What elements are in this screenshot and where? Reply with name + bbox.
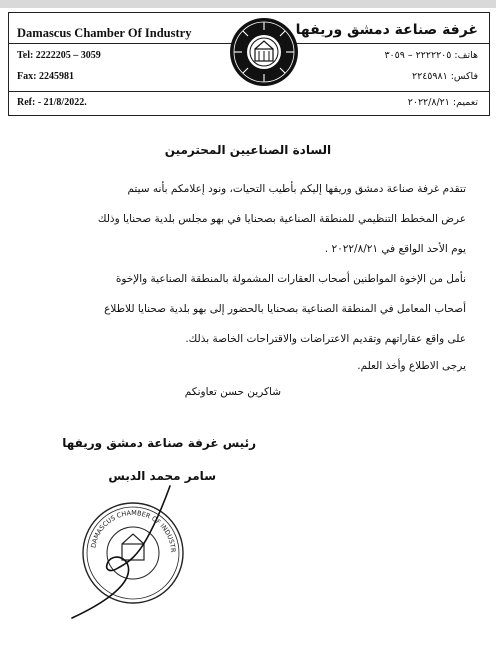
ref-en: Ref: - 21/8/2022. [17, 97, 87, 108]
paragraph-1-line-2: عرض المخطط التنظيمي للمنطقة الصناعية بصحنايا في بهو مجلس بلدية صحنايا وذلك [97, 213, 466, 225]
salutation: السادة الصناعيين المحترمين [164, 143, 332, 157]
tel-ar: هاتف: ٢٢٢٢٢٠٥ – ٣٠٥٩ [384, 50, 478, 61]
chamber-logo-seal [226, 16, 302, 88]
paragraph-2-line-3: على واقع عقاراتهم وتقديم الاعتراضات والاقتراحات الخاصة بذلك. [185, 333, 466, 345]
official-stamp [58, 478, 208, 628]
paragraph-2-line-2: أصحاب المعامل في المنطقة الصناعية بصحنايا بالحضور إلى بهو بلدية صحنايا للاطلاع [104, 303, 466, 315]
thanks-line: شاكرين حسن تعاونكم [184, 386, 281, 398]
paragraph-1-line-3: يوم الأحد الواقع في ٢٠٢٢/٨/٢١ . [324, 243, 466, 255]
tel-en: Tel: 2222205 – 3059 [17, 50, 101, 61]
org-name-en: Damascus Chamber Of Industry [17, 26, 192, 40]
signatory-name: سامر محمد الدبس [108, 469, 216, 483]
request-line: يرجى الاطلاع وأخذ العلم. [357, 360, 466, 372]
ref-ar: تعميم: ٢٠٢٢/٨/٢١ [407, 97, 478, 108]
org-name-ar: غرفة صناعة دمشق وريفها [295, 22, 478, 38]
stamp-ring-text: DAMASCUS CHAMBER OF INDUSTR [89, 508, 178, 553]
paragraph-1-line-1: تتقدم غرفة صناعة دمشق وريفها إليكم بأطيب التحيات، ونود إعلامكم بأنه سيتم [127, 183, 466, 195]
scan-edge [0, 0, 496, 8]
signatory-title: رئيس غرفة صناعة دمشق وريفها [62, 436, 256, 450]
paragraph-2-line-1: نأمل من الإخوة المواطنين أصحاب العقارات المشمولة بالمنطقة الصناعية والإخوة [115, 273, 466, 285]
letterhead-divider-bottom [8, 91, 490, 92]
fax-ar: فاكس: ٢٢٤٥٩٨١ [411, 71, 478, 82]
fax-en: Fax: 2245981 [17, 71, 74, 82]
